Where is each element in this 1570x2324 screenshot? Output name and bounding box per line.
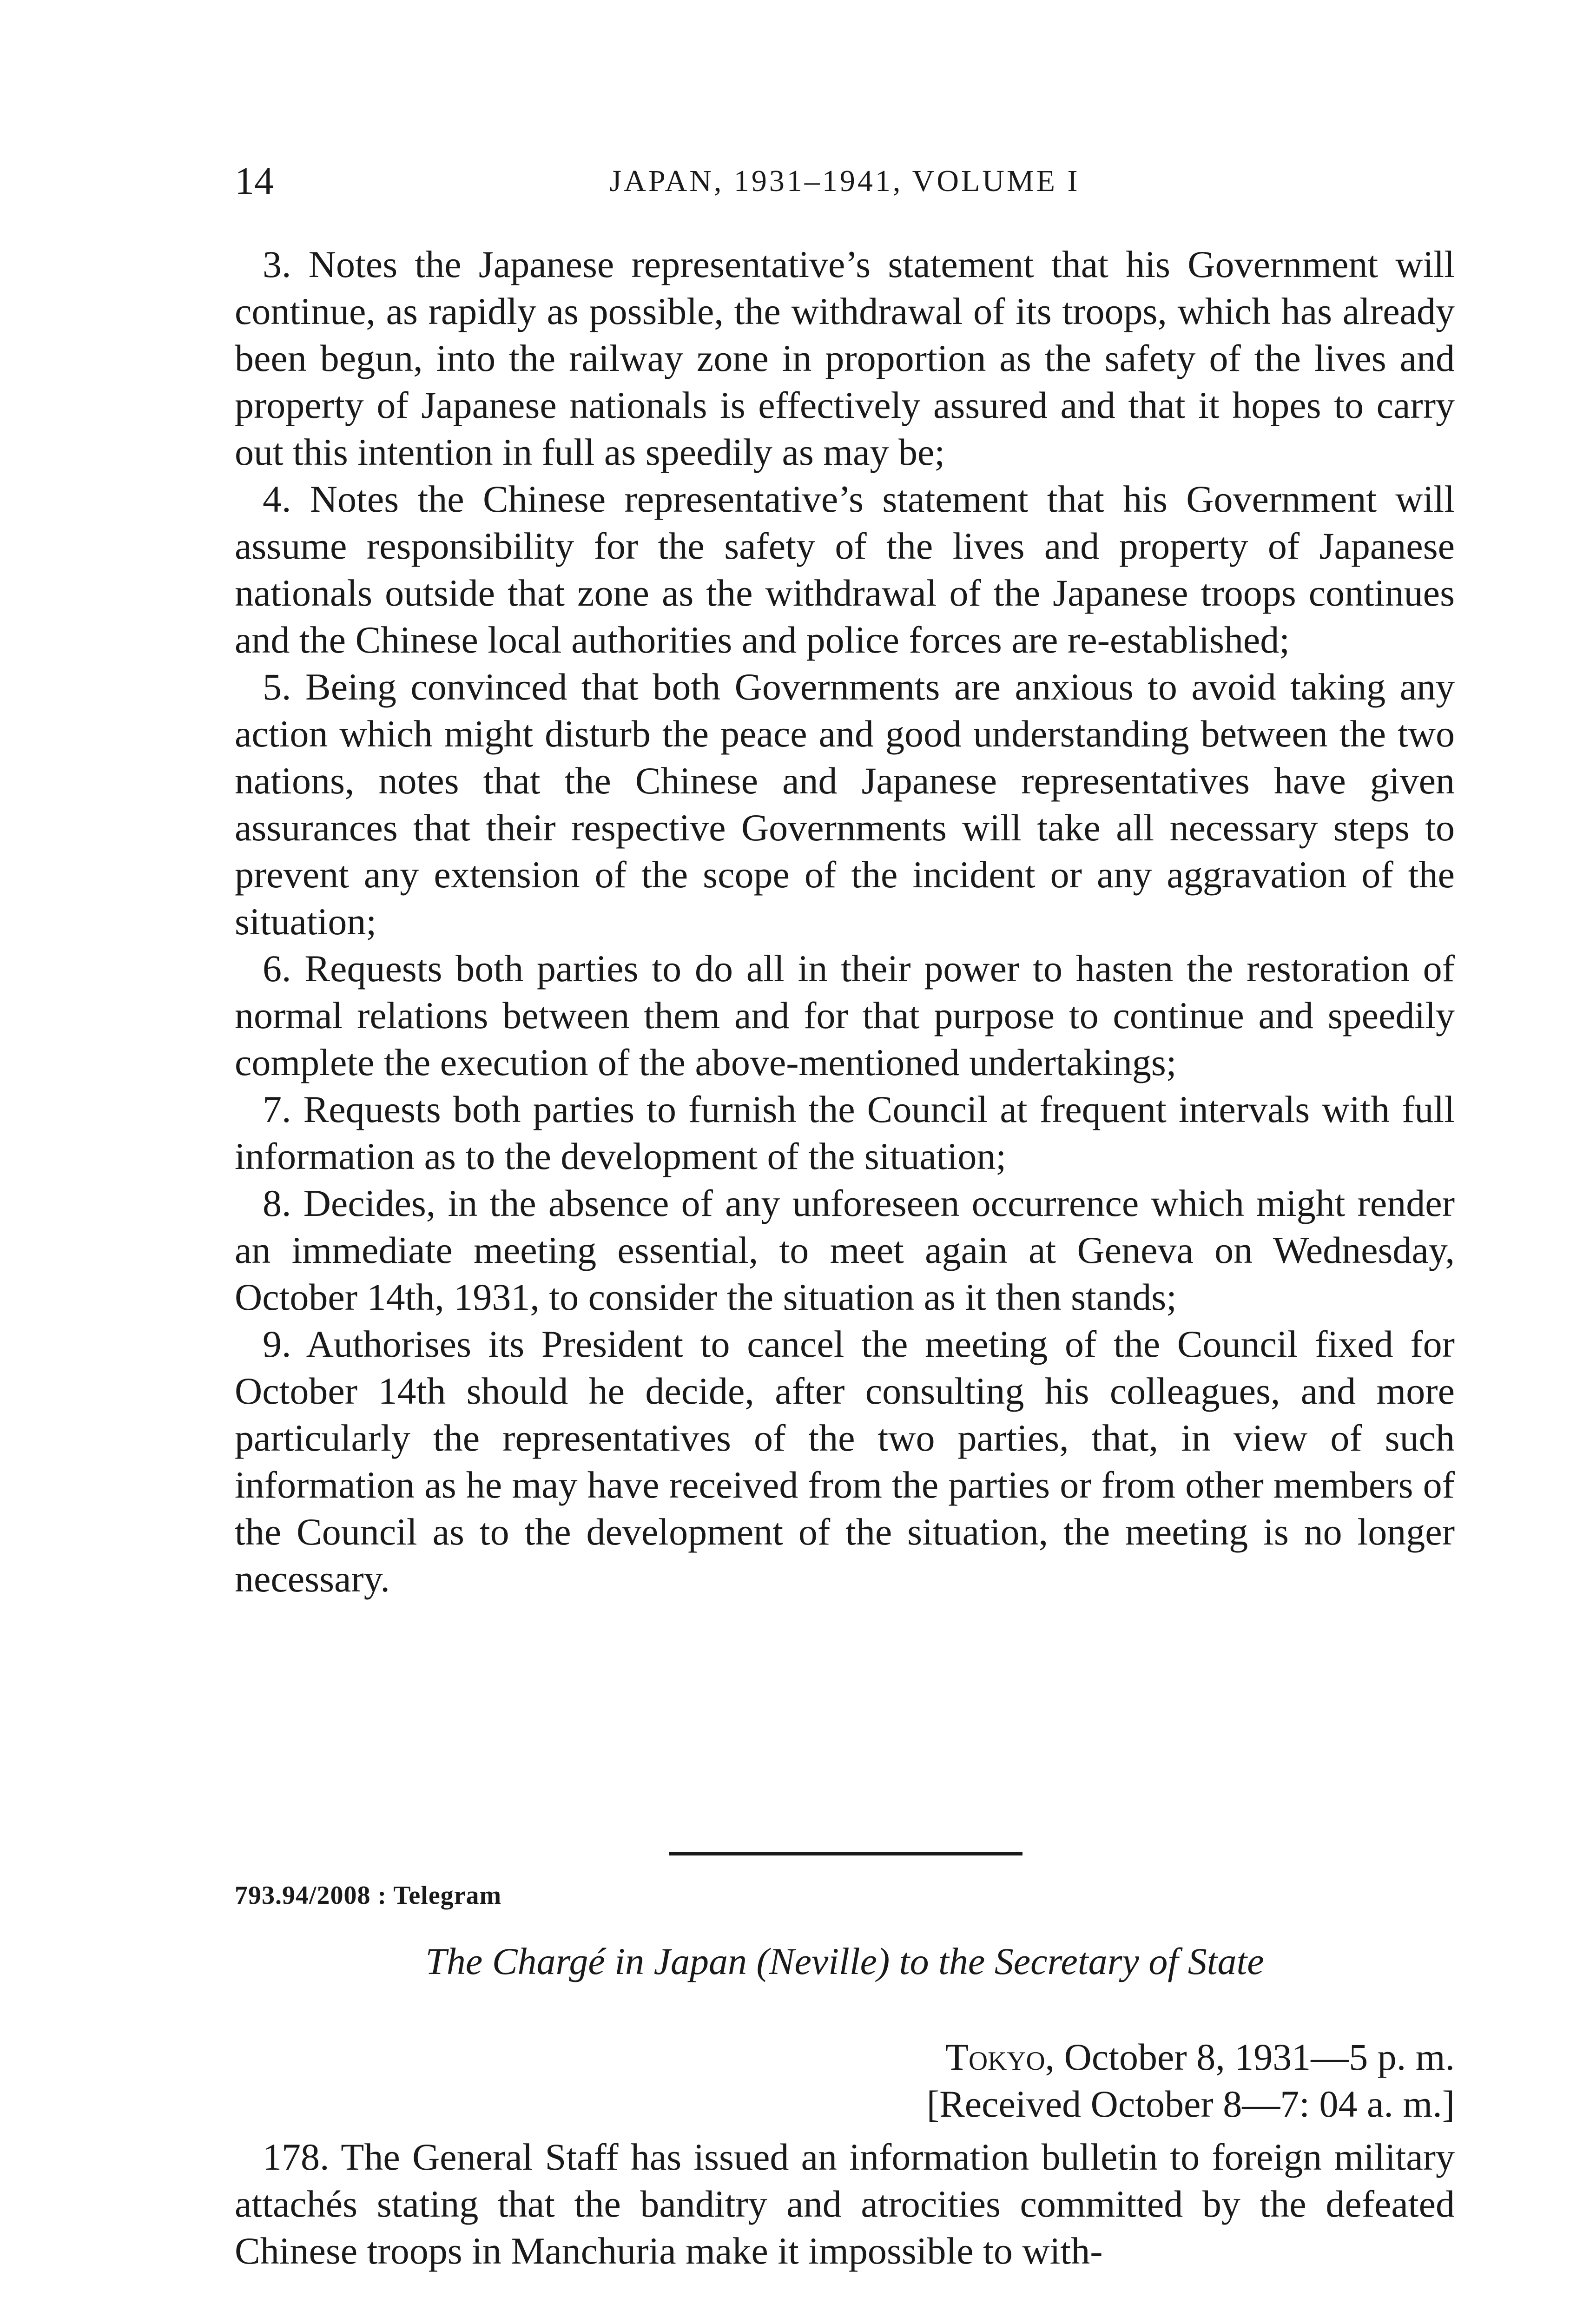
running-head: JAPAN, 1931–1941, VOLUME I bbox=[609, 164, 1080, 198]
resolution-paragraph-9: 9. Authorises its President to cancel the meeting of the Council fixed for October 14th should he decide, after consulting his colleagues, and more particularly the representatives of the two parties, that, in view of such information as he may have received from the parties or from other members of the Council as to the development of the situation, the meeting is no longer necessary. bbox=[235, 1323, 1455, 1600]
section-divider bbox=[669, 1852, 1022, 1855]
telegram-body bbox=[235, 2133, 1455, 2274]
resolution-text bbox=[235, 241, 1455, 1602]
resolution-paragraph-7: 7. Requests both parties to furnish the Council at frequent intervals with full information as to the development of the situation; bbox=[235, 1088, 1455, 1177]
page-number: 14 bbox=[235, 159, 274, 203]
received-line: [Received October 8—7: 04 a. m.] bbox=[926, 2083, 1455, 2125]
dateline-date: , October 8, 1931—5 p. m. bbox=[1045, 2036, 1455, 2078]
resolution-paragraph-4: 4. Notes the Chinese representative’s statement that his Government will assume responsibility for the safety of the lives and property of Japanese nationals outside that zone as the withdrawal of the Japanese troops continues and the Chinese local authorities and police forces are re-established; bbox=[235, 478, 1455, 661]
resolution-paragraph-6: 6. Requests both parties to do all in their power to hasten the restoration of normal relations between them and for that purpose to continue and speedily complete the execution of the above-mentioned undertakings; bbox=[235, 947, 1455, 1083]
telegram-paragraph: 178. The General Staff has issued an information bulletin to foreign military attachés stating that the banditry and atrocities committed by the defeated Chinese troops in Manchuria make it impossible to with- bbox=[235, 2136, 1455, 2272]
document-title: The Chargé in Japan (Neville) to the Secretary of State bbox=[425, 1940, 1264, 1982]
resolution-paragraph-8: 8. Decides, in the absence of any unforeseen occurrence which might render an immediate meeting essential, to meet again at Geneva on Wednesday, October 14th, 1931, to consider the situation as it then stands; bbox=[235, 1182, 1455, 1318]
resolution-paragraph-5: 5. Being convinced that both Governments are anxious to avoid taking any action which might disturb the peace and good understanding between the two nations, notes that the Chinese and Japanese representatives have given assurances that their respective Governments will take all necessary steps to prevent any extension of the scope of the incident or any aggravation of the situation; bbox=[235, 666, 1455, 943]
dateline-place: Tokyo bbox=[945, 2036, 1045, 2078]
resolution-paragraph-3: 3. Notes the Japanese representative’s statement that his Government will continue, as rapidly as possible, the withdrawal of its troops, which has already been begun, into the railway zone in proportion as the safety of the lives and property of Japanese nationals is effectively assured and that it hopes to carry out this intention in full as speedily as may be; bbox=[235, 243, 1455, 473]
page-header bbox=[235, 158, 1455, 205]
dateline bbox=[945, 2034, 1455, 2080]
document-reference: 793.94/2008 : Telegram bbox=[235, 1881, 502, 1910]
